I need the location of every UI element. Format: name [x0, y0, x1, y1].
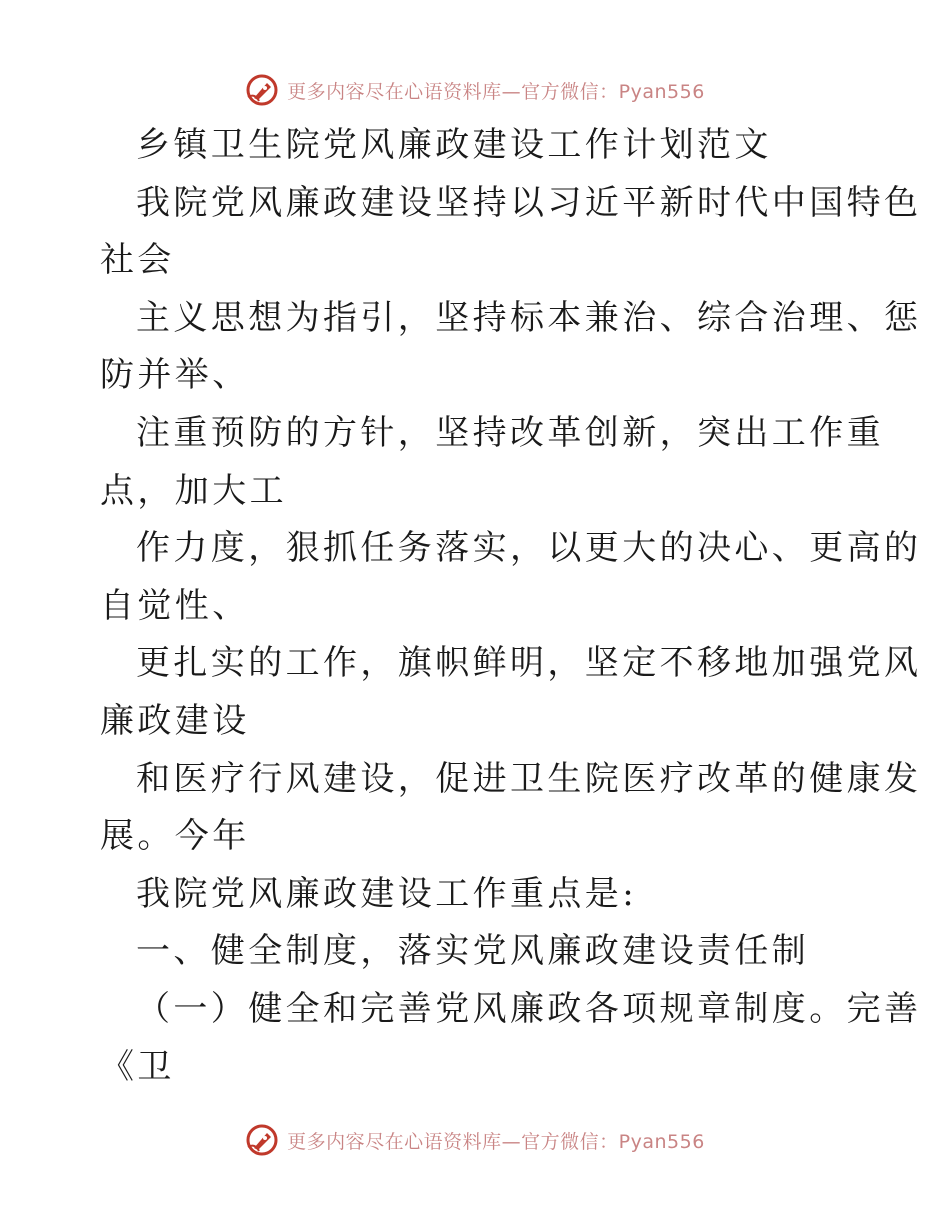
paragraph-line: 更扎实的工作，旗帜鲜明，坚定不移地加强党风	[136, 643, 922, 684]
paragraph-line: 《卫	[100, 1046, 175, 1087]
header-banner-text: 更多内容尽在心语资料库—官方微信：Pyan556	[287, 80, 705, 103]
paragraph-line: 社会	[100, 240, 175, 281]
pen-nib-logo-icon	[245, 73, 279, 107]
paragraph-line: 我院党风廉政建设工作重点是:	[136, 873, 638, 914]
paragraph-line: 主义思想为指引，坚持标本兼治、综合治理、惩	[136, 297, 922, 338]
paragraph-line: 我院党风廉政建设坚持以习近平新时代中国特色	[136, 182, 922, 223]
paragraph-line: （一）健全和完善党风廉政各项规章制度。完善	[136, 988, 922, 1029]
paragraph-line: 展。今年	[100, 816, 250, 857]
paragraph-line: 作力度，狠抓任务落实，以更大的决心、更高的	[136, 528, 922, 569]
footer-banner	[0, 1120, 950, 1160]
paragraph-line: 防并举、	[100, 355, 250, 396]
pen-nib-logo-icon	[245, 1123, 279, 1157]
header-banner	[0, 70, 950, 110]
paragraph-line: 点，加大工	[100, 470, 287, 511]
paragraph-line: 注重预防的方针，坚持改革创新，突出工作重	[136, 412, 884, 453]
paragraph-line: 和医疗行风建设，促进卫生院医疗改革的健康发	[136, 758, 922, 799]
footer-banner-text: 更多内容尽在心语资料库—官方微信：Pyan556	[287, 1130, 705, 1153]
paragraph-line: 一、健全制度，落实党风廉政建设责任制	[136, 931, 810, 972]
paragraph-line: 自觉性、	[100, 585, 250, 626]
paragraph-line: 廉政建设	[100, 700, 250, 741]
paragraph-line: 乡镇卫生院党风廉政建设工作计划范文	[136, 125, 772, 165]
document-body	[100, 117, 922, 1096]
